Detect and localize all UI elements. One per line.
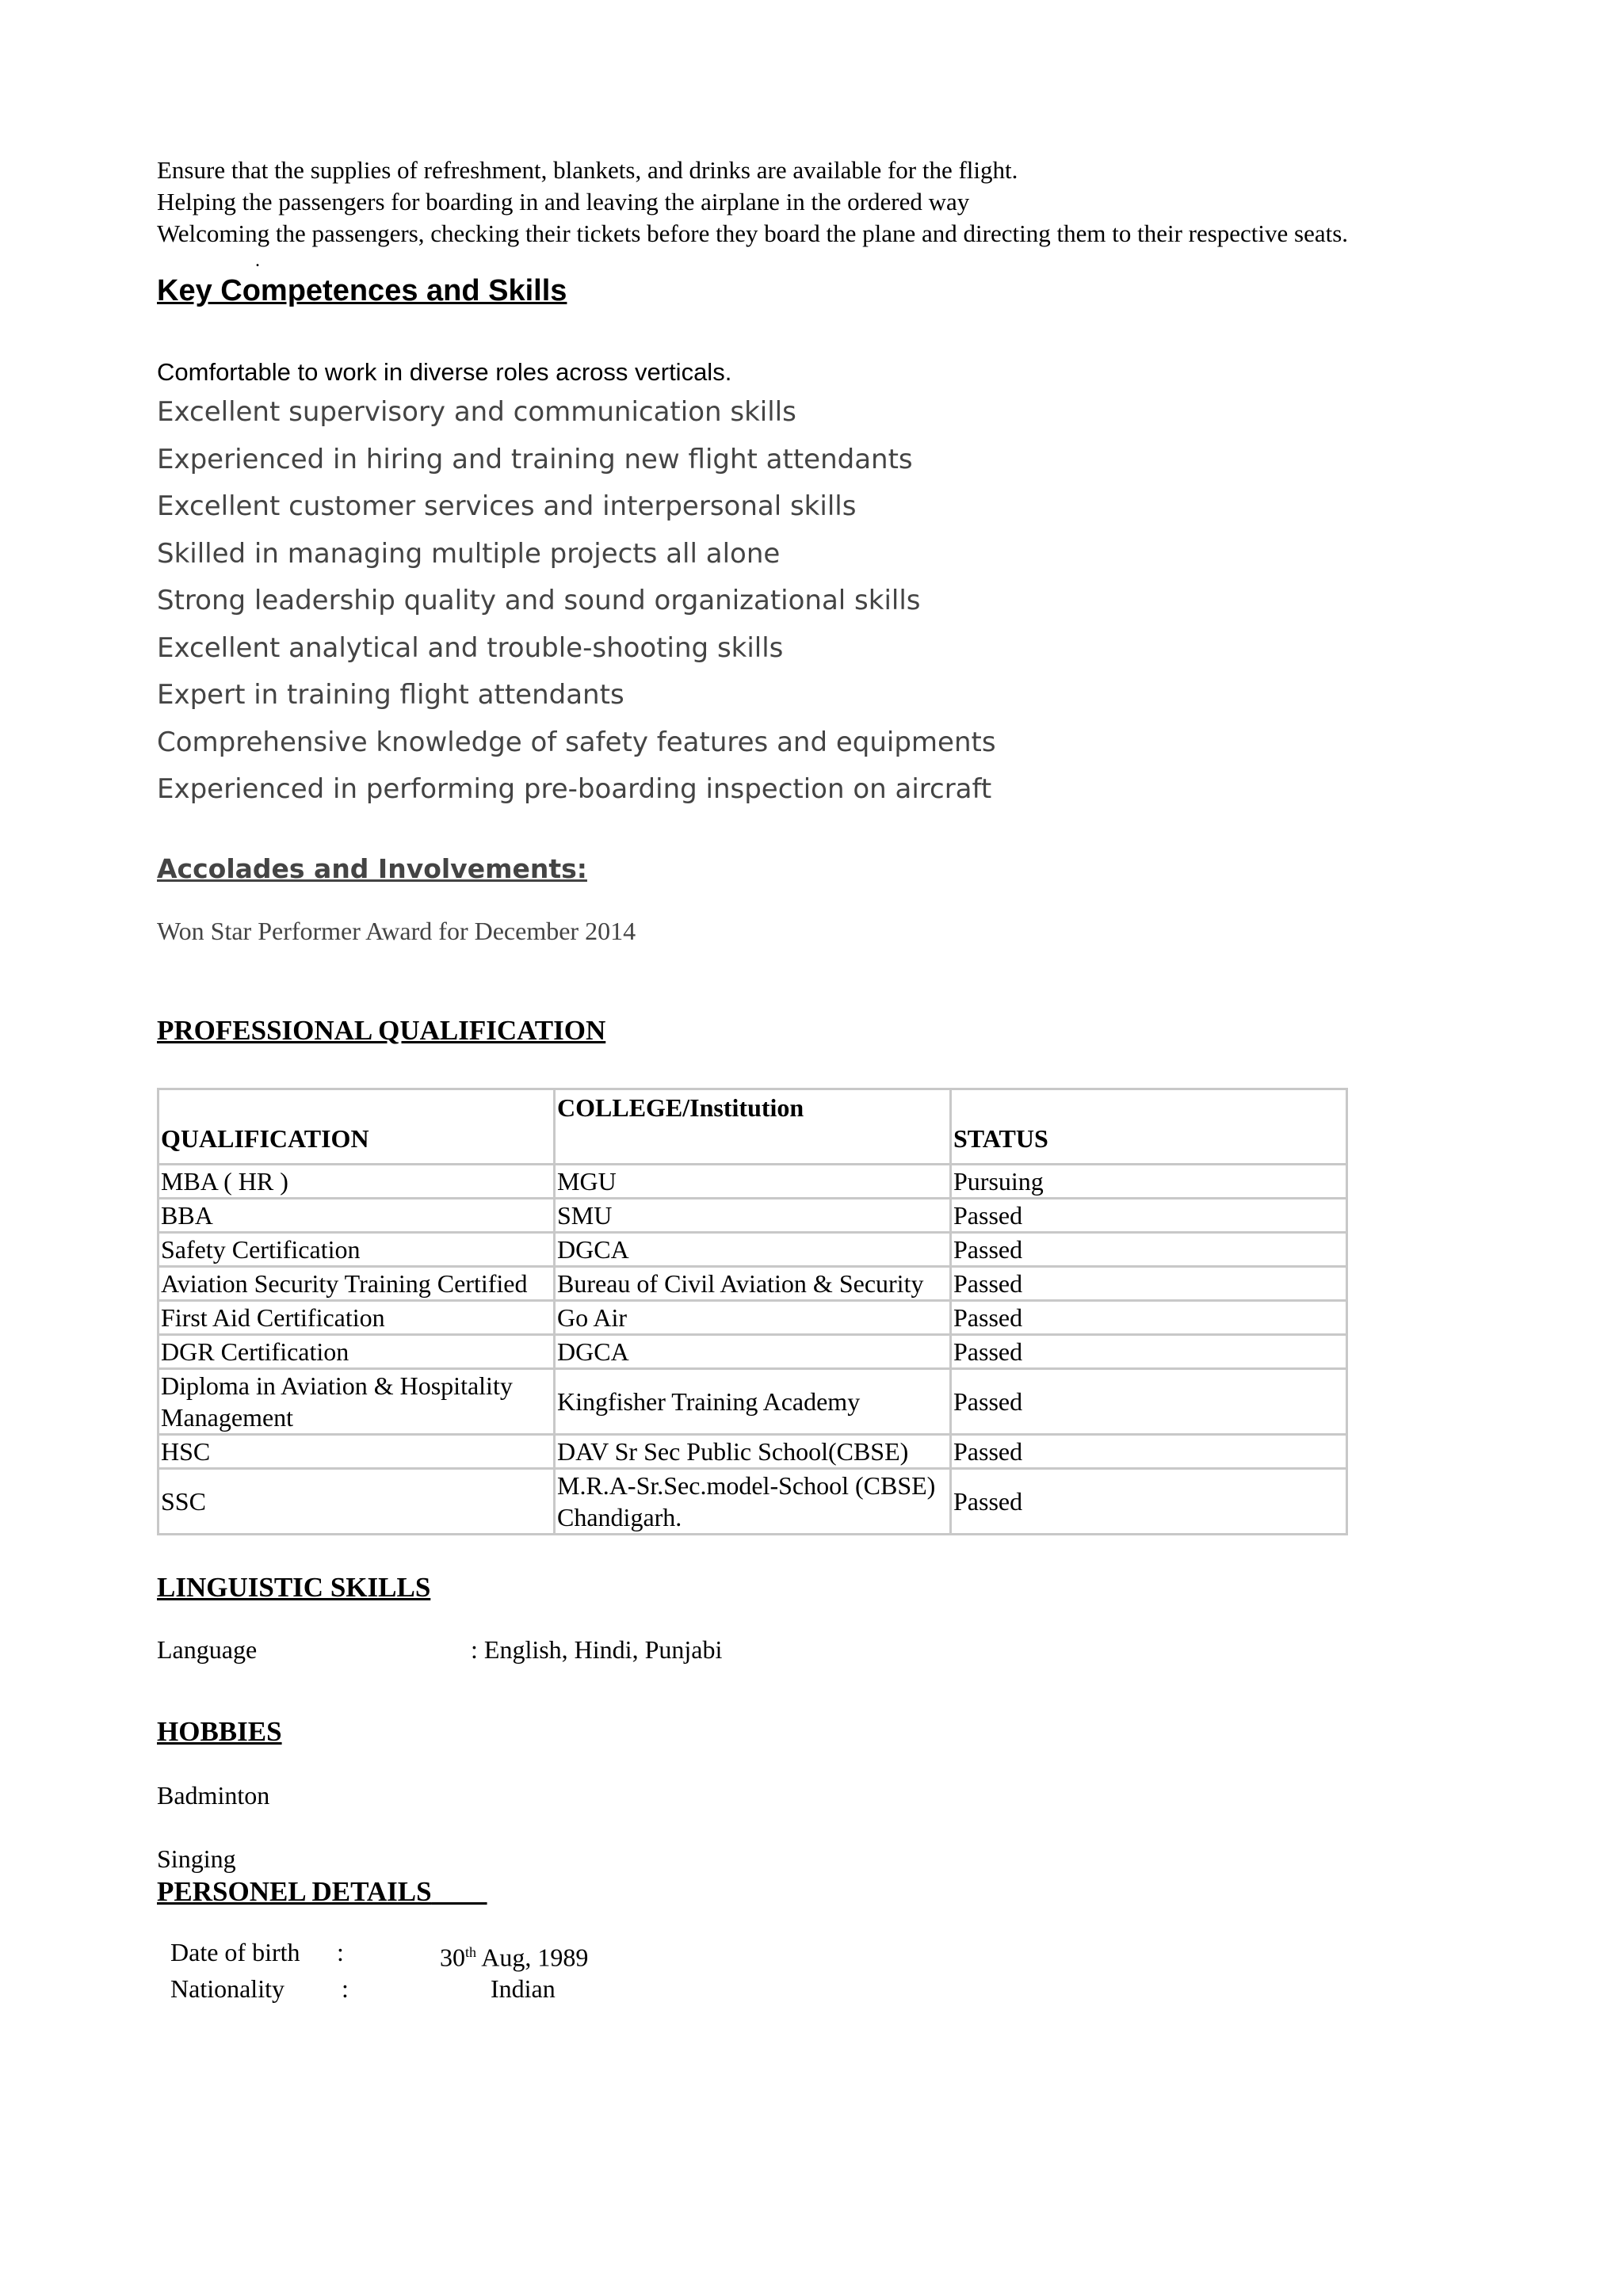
table-row: [158, 1232, 1347, 1266]
skill-item: Experienced in hiring and training new flight attendants: [157, 443, 913, 475]
duty-item: Ensure that the supplies of refreshment, blankets, and drinks are available for the flight.: [157, 156, 1018, 184]
table-cell: Passed: [951, 1334, 1347, 1368]
skill-item: Comfortable to work in diverse roles across verticals.: [157, 358, 732, 386]
table-cell: BBA: [158, 1198, 555, 1232]
resume-page: [157, 154, 1474, 2004]
table-cell: First Aid Certification: [158, 1300, 555, 1334]
table-cell: Kingfisher Training Academy: [555, 1368, 951, 1434]
table-row: [158, 1266, 1347, 1300]
skill-item: Comprehensive knowledge of safety features and equipments: [157, 726, 996, 758]
key-skills-heading: Key Competences and Skills: [157, 274, 567, 307]
table-cell: Safety Certification: [158, 1232, 555, 1266]
column-header: COLLEGE/Institution: [555, 1089, 951, 1164]
table-cell: HSC: [158, 1434, 555, 1468]
table-cell: DGCA: [555, 1232, 951, 1266]
table-cell: Passed: [951, 1232, 1347, 1266]
table-header-row: [158, 1089, 1347, 1164]
dob-suffix: th: [465, 1943, 477, 1960]
table-cell: Passed: [951, 1300, 1347, 1334]
table-cell: Go Air: [555, 1300, 951, 1334]
accolade-item: Won Star Performer Award for December 2014: [157, 916, 636, 945]
hobby-item: Singing: [157, 1844, 236, 1873]
skill-item: Excellent customer services and interpersonal skills: [157, 490, 857, 522]
table-cell: Passed: [951, 1468, 1347, 1534]
dob-row: [170, 1936, 1474, 1974]
language-label: Language: [157, 1634, 258, 1664]
table-cell: SSC: [158, 1468, 555, 1534]
skill-item: Skilled in managing multiple projects all alone: [157, 537, 781, 570]
skill-item: Strong leadership quality and sound organizational skills: [157, 585, 921, 616]
duties-list: [157, 154, 1474, 250]
table-cell: M.R.A-Sr.Sec.model-School (CBSE) Chandigarh.: [555, 1468, 951, 1534]
column-header: QUALIFICATION: [158, 1089, 555, 1164]
qualification-table: [157, 1088, 1348, 1535]
table-row: [158, 1334, 1347, 1368]
dob-day: 30: [440, 1943, 465, 1972]
table-cell: Pursuing: [951, 1164, 1347, 1198]
skill-item: Excellent supervisory and communication skills: [157, 396, 796, 428]
personal-details-heading-text: PERSONEL DETAILS: [157, 1875, 432, 1907]
dob-label: Date of birth: [170, 1937, 300, 1966]
table-cell: Passed: [951, 1434, 1347, 1468]
dob-colon: :: [337, 1937, 344, 1966]
language-value: : English, Hindi, Punjabi: [471, 1634, 723, 1664]
skills-list: [157, 356, 1474, 814]
linguistic-heading: LINGUISTIC SKILLS: [157, 1571, 431, 1603]
column-header: STATUS: [951, 1089, 1347, 1164]
hobbies-heading: HOBBIES: [157, 1715, 282, 1747]
table-row: [158, 1300, 1347, 1334]
table-row: [158, 1468, 1347, 1534]
table-cell: DGR Certification: [158, 1334, 555, 1368]
table-cell: Aviation Security Training Certified: [158, 1266, 555, 1300]
table-row: [158, 1198, 1347, 1232]
nationality-colon: :: [342, 1974, 349, 2004]
personal-details-heading: [157, 1875, 1474, 1909]
table-cell: Diploma in Aviation & Hospitality Management: [158, 1368, 555, 1434]
duty-item: Helping the passengers for boarding in and leaving the airplane in the ordered way: [157, 188, 970, 215]
skill-item: Expert in training flight attendants: [157, 679, 624, 711]
table-cell: DGCA: [555, 1334, 951, 1368]
qualification-heading: PROFESSIONAL QUALIFICATION: [157, 1014, 606, 1046]
duty-item: Welcoming the passengers, checking their tickets before they board the plane and directing them to their respective seats.: [157, 219, 1349, 247]
table-row: [158, 1164, 1347, 1198]
dob-rest: Aug, 1989: [476, 1943, 589, 1972]
nationality-value: Indian: [491, 1974, 556, 2004]
table-cell: MGU: [555, 1164, 951, 1198]
skill-item: Experienced in performing pre-boarding inspection on aircraft: [157, 773, 992, 805]
nationality-row: [170, 1973, 1474, 2004]
table-cell: MBA ( HR ): [158, 1164, 555, 1198]
table-cell: SMU: [555, 1198, 951, 1232]
stray-dot: .: [255, 250, 260, 271]
table-row: [158, 1368, 1347, 1434]
table-row: [158, 1434, 1347, 1468]
skill-item: Excellent analytical and trouble-shooting skills: [157, 631, 784, 664]
table-cell: Passed: [951, 1368, 1347, 1434]
accolades-heading: Accolades and Involvements:: [157, 852, 587, 884]
language-row: [157, 1634, 1474, 1665]
table-cell: DAV Sr Sec Public School(CBSE): [555, 1434, 951, 1468]
nationality-label: Nationality: [170, 1974, 285, 2004]
table-cell: Bureau of Civil Aviation & Security: [555, 1266, 951, 1300]
table-cell: Passed: [951, 1198, 1347, 1232]
dob-value: [440, 1936, 588, 1974]
table-cell: Passed: [951, 1266, 1347, 1300]
hobby-item: Badminton: [157, 1780, 270, 1810]
